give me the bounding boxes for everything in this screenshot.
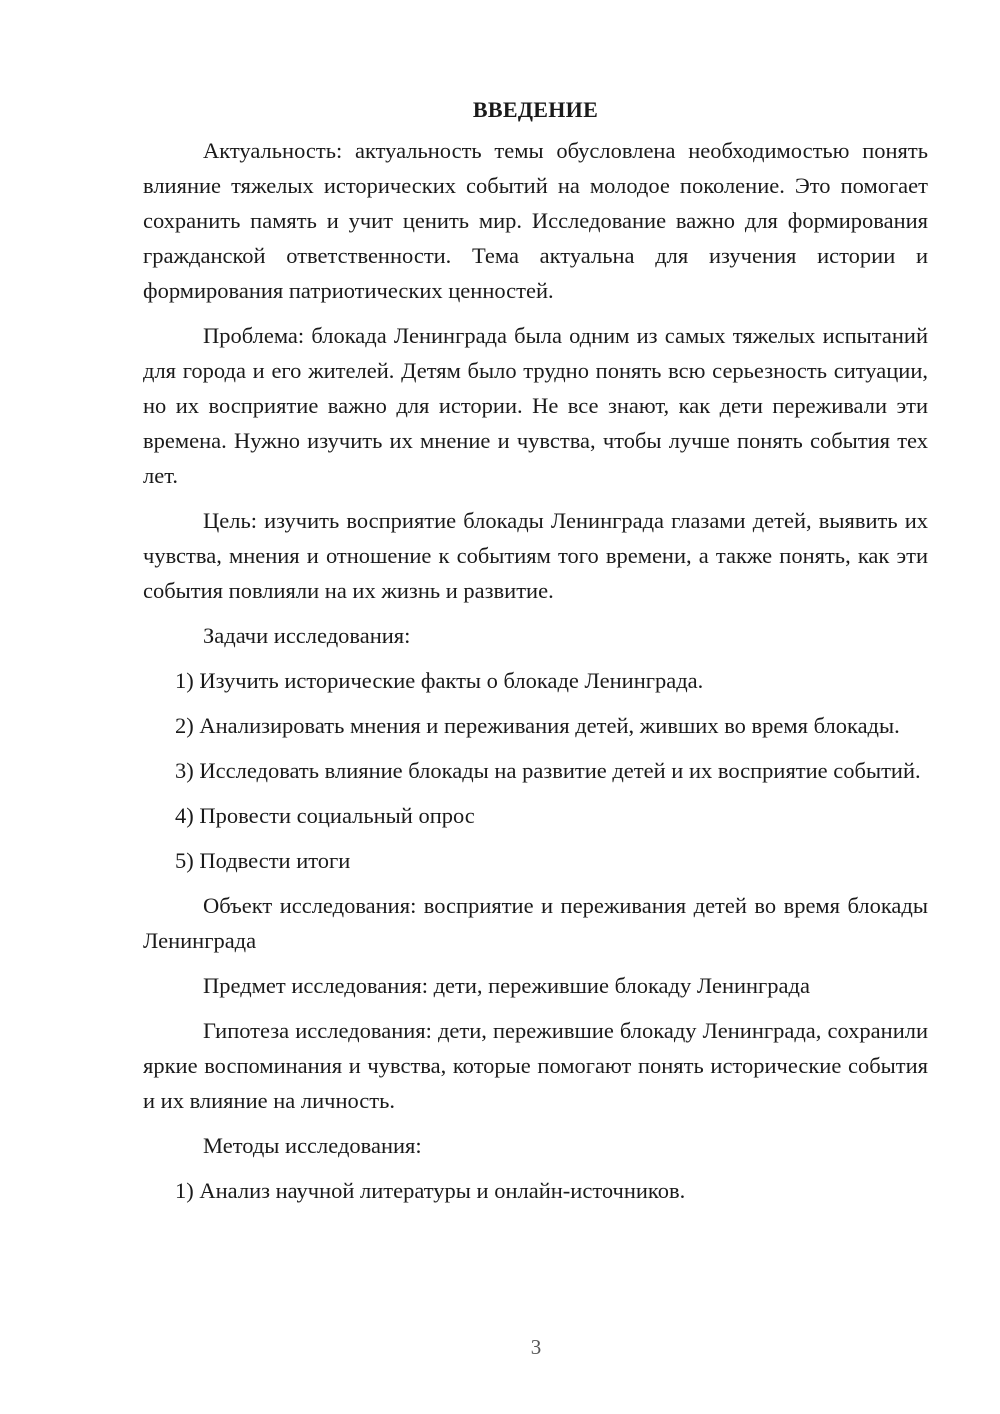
methods-heading: Методы исследования:	[203, 1133, 422, 1158]
subject-paragraph: Предмет исследования: дети, пережившие блокаду Ленинграда	[203, 973, 810, 998]
object-paragraph: Объект исследования: восприятие и переживания детей во время блокады Ленинграда	[143, 893, 928, 953]
relevance-paragraph: Актуальность: актуальность темы обусловлена необходимостью понять влияние тяжелых исторических событий на молодое поколение. Это помогает сохранить память и учит ценить мир. Исследование важно для формирования гражданской ответственности. Тема актуальна для изучения истории и формирования патриотических ценностей.	[143, 138, 928, 303]
page-number: 3	[530, 1335, 542, 1359]
task-item-5: 5) Подвести итоги	[175, 848, 351, 873]
section-title: ВВЕДЕНИЕ	[472, 97, 599, 122]
goal-paragraph: Цель: изучить восприятие блокады Ленинграда глазами детей, выявить их чувства, мнения и отношение к событиям того времени, а также понять, как эти события повлияли на их жизнь и развитие.	[143, 508, 928, 603]
task-item-2: 2) Анализировать мнения и переживания детей, живших во время блокады.	[175, 713, 900, 738]
method-item-1: 1) Анализ научной литературы и онлайн-источников.	[175, 1178, 686, 1203]
task-item-1: 1) Изучить исторические факты о блокаде Ленинграда.	[175, 668, 704, 693]
task-item-3: 3) Исследовать влияние блокады на развитие детей и их восприятие событий.	[175, 758, 921, 783]
document-page	[143, 95, 928, 1218]
problem-paragraph: Проблема: блокада Ленинграда была одним из самых тяжелых испытаний для города и его жителей. Детям было трудно понять всю серьезность ситуации, но их восприятие важно для истории. Не все знают, как дети переживали эти времена. Нужно изучить их мнение и чувства, чтобы лучше понять события тех лет.	[143, 323, 928, 488]
tasks-heading: Задачи исследования:	[203, 623, 411, 648]
hypothesis-paragraph: Гипотеза исследования: дети, пережившие блокаду Ленинграда, сохранили яркие воспоминания и чувства, которые помогают понять исторические события и их влияние на личность.	[143, 1018, 928, 1113]
task-item-4: 4) Провести социальный опрос	[175, 803, 475, 828]
